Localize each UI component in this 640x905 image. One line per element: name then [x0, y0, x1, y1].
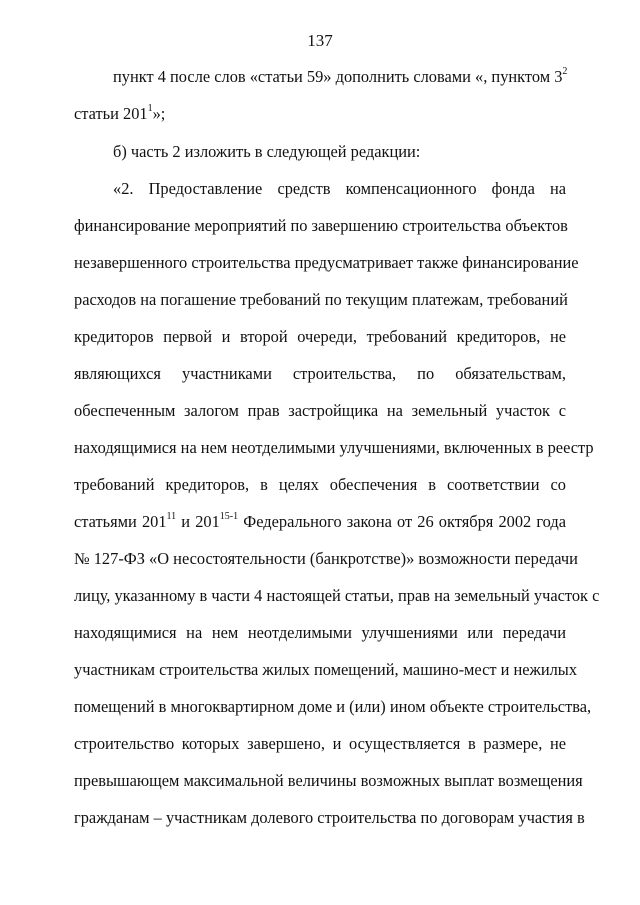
line-text: обеспеченным залогом прав застройщика на земельный участок с	[74, 401, 566, 420]
paragraph-line	[74, 512, 566, 532]
line-text: и 201	[176, 512, 220, 531]
line-text: «2. Предоставление средств компенсационного фонда на	[113, 179, 566, 198]
paragraph-line	[113, 67, 566, 87]
line-text: гражданам – участникам долевого строительства по договорам участия в	[74, 808, 585, 827]
line-text: лицу, указанному в части 4 настоящей статьи, прав на земельный участок с	[74, 586, 600, 605]
line-text: являющихся участниками строительства, по обязательствам,	[74, 364, 566, 383]
paragraph-line	[113, 142, 566, 162]
line-text: незавершенного строительства предусматривает также финансирование	[74, 253, 579, 272]
page-number: 137	[307, 31, 333, 50]
line-text: б) часть 2 изложить в следующей редакции:	[113, 142, 421, 161]
superscript: 2	[562, 65, 568, 77]
line-text: превышающем максимальной величины возможных выплат возмещения	[74, 771, 583, 790]
superscript: 15-1	[219, 510, 239, 522]
paragraph-line	[74, 771, 583, 791]
paragraph-line	[74, 438, 594, 458]
paragraph-line	[74, 697, 592, 717]
line-text: участникам строительства жилых помещений, машино-мест и нежилых	[74, 660, 578, 679]
paragraph-line	[74, 104, 566, 124]
paragraph-line	[74, 808, 585, 828]
paragraph-line	[74, 734, 566, 754]
line-text: статьи 201	[74, 104, 148, 123]
line-text: финансирование мероприятий по завершению строительства объектов	[74, 216, 568, 235]
superscript: 11	[166, 510, 177, 522]
paragraph-line	[74, 253, 579, 273]
line-text: кредиторов первой и второй очереди, требований кредиторов, не	[74, 327, 566, 346]
line-text: № 127-ФЗ «О несостоятельности (банкротстве)» возможности передачи	[74, 549, 578, 568]
paragraph-line	[74, 549, 578, 569]
paragraph-line	[74, 586, 600, 606]
paragraph-line	[74, 623, 566, 643]
paragraph-line	[113, 179, 566, 199]
line-text: требований кредиторов, в целях обеспечения в соответствии со	[74, 475, 566, 494]
line-text: расходов на погашение требований по текущим платежам, требований	[74, 290, 568, 309]
paragraph-line	[74, 660, 578, 680]
paragraph-line	[74, 401, 566, 421]
line-text: Федерального закона от 26 октября 2002 года	[238, 512, 566, 531]
paragraph-line	[74, 290, 566, 310]
line-text: находящимися на нем неотделимыми улучшениями, включенных в реестр	[74, 438, 594, 457]
line-text: пункт 4 после слов «статьи 59» дополнить словами «, пунктом 3	[113, 67, 563, 86]
superscript: 1	[147, 102, 153, 114]
line-text: помещений в многоквартирном доме и (или) ином объекте строительства,	[74, 697, 592, 716]
paragraph-line	[74, 216, 566, 236]
paragraph-line	[74, 327, 566, 347]
line-text: статьями 201	[74, 512, 167, 531]
paragraph-line	[74, 475, 566, 495]
paragraph-line	[74, 364, 566, 384]
line-text: »;	[152, 104, 166, 123]
line-text: строительство которых завершено, и осуществляется в размере, не	[74, 734, 566, 753]
line-text: находящимися на нем неотделимыми улучшениями или передачи	[74, 623, 566, 642]
